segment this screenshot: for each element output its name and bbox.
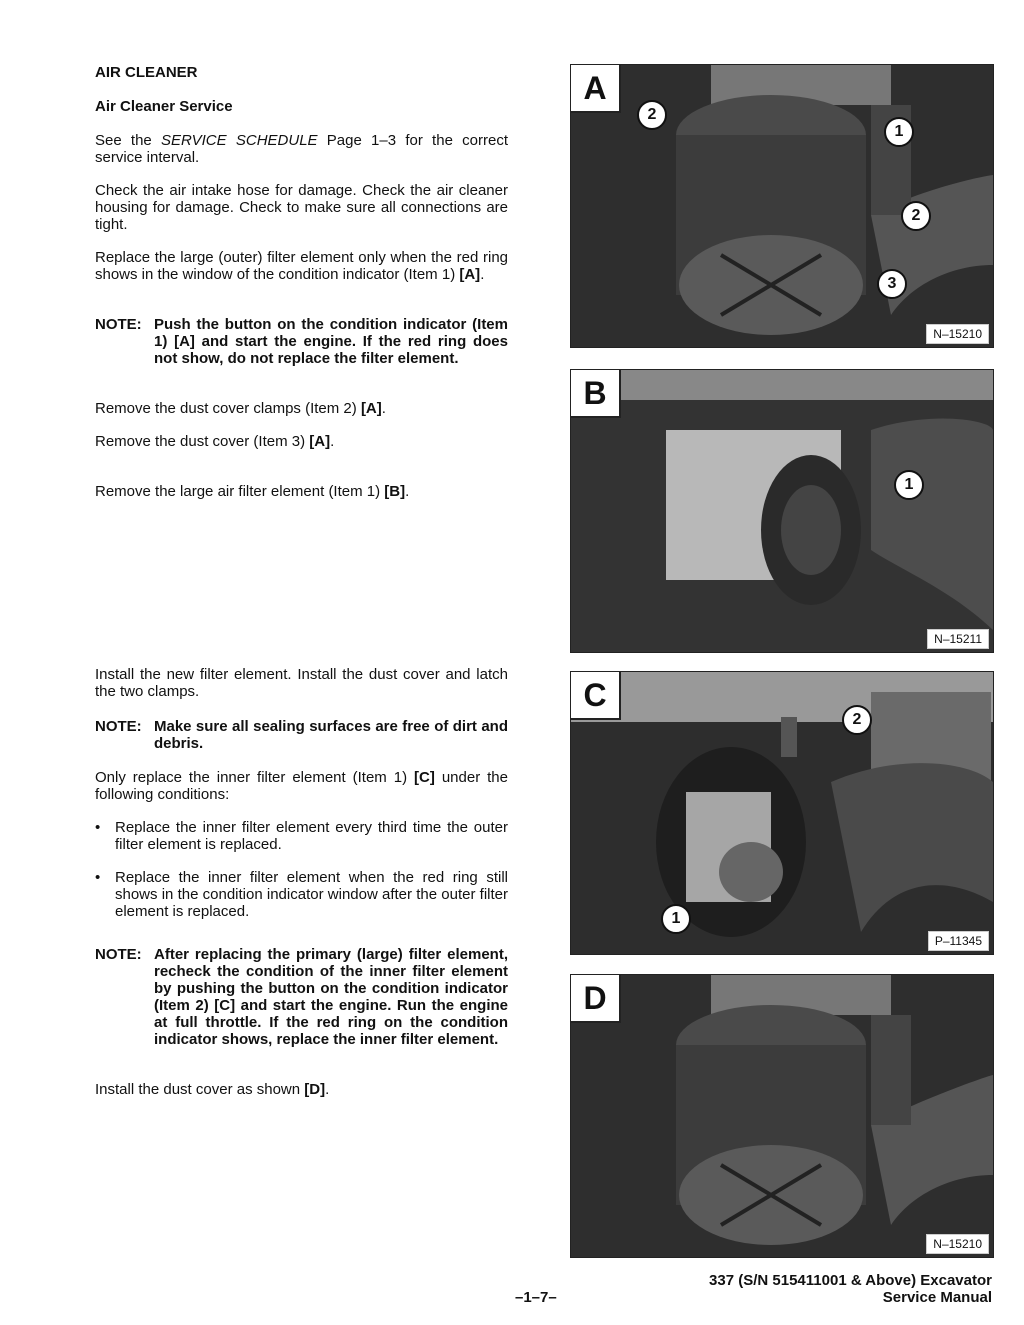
callout-item-1: 1	[894, 470, 924, 500]
callout-item-3: 3	[877, 269, 907, 299]
paragraph-replace-outer	[95, 249, 508, 283]
list-item-text: Replace the inner filter element every third time the outer filter element is replaced.	[115, 819, 508, 853]
figure-ref: [A]	[309, 433, 331, 450]
figure-letter: C	[571, 672, 621, 720]
list-item	[95, 819, 508, 853]
service-schedule-ref: SERVICE SCHEDULE	[161, 132, 318, 149]
paragraph-remove-filter	[95, 483, 508, 500]
p5-text-end: .	[330, 433, 335, 450]
bullet-icon: •	[95, 869, 101, 886]
subsection-heading: Air Cleaner Service	[95, 98, 233, 115]
footer-manual: Service Manual	[882, 1289, 992, 1306]
figure-d	[570, 974, 994, 1258]
note-label: NOTE:	[95, 316, 142, 333]
paragraph-service-schedule	[95, 132, 508, 166]
list-item-text: Replace the inner filter element when the red ring still shows in the condition indicator window after the outer filter element is replaced.	[115, 869, 508, 920]
callout-item-1: 1	[661, 904, 691, 934]
p9-text: Install the dust cover as shown	[95, 1081, 305, 1098]
figure-b	[570, 369, 994, 653]
note-condition-indicator	[95, 316, 508, 367]
figure-ref: [C]	[414, 769, 435, 786]
note-text: Make sure all sealing surfaces are free of dirt and debris.	[154, 718, 508, 752]
p3-text-end: .	[480, 266, 485, 283]
figure-letter: D	[571, 975, 621, 1023]
figure-c-photo	[571, 672, 993, 954]
p6-text: Remove the large air filter element (Item 1)	[95, 483, 385, 500]
p4-text-end: .	[381, 400, 386, 417]
list-item	[95, 869, 508, 920]
paragraph-inner-filter	[95, 769, 508, 803]
paragraph-remove-clamps	[95, 400, 508, 417]
p5-text: Remove the dust cover (Item 3)	[95, 433, 310, 450]
note-label: NOTE:	[95, 946, 142, 963]
figure-ref: [A]	[360, 400, 382, 417]
note-sealing-surfaces	[95, 718, 508, 752]
section-heading: AIR CLEANER	[95, 64, 198, 81]
note-label: NOTE:	[95, 718, 142, 735]
note-text: After replacing the primary (large) filter element, recheck the condition of the inner filter element by pushing the button on the condition indicator (Item 2) [C] and start the engine. Run the engine at full throttle. If the red ring on the condition indicator shows, replace the inner filter element.	[154, 946, 508, 1048]
figure-a	[570, 64, 994, 348]
p6-text-end: .	[405, 483, 410, 500]
callout-item-2: 2	[637, 100, 667, 130]
p4-text: Remove the dust cover clamps (Item 2)	[95, 400, 361, 417]
figure-code: P–11345	[928, 931, 989, 951]
note-text: Push the button on the condition indicator (Item 1) [A] and start the engine. If the red ring does not show, do not replace the filter element.	[154, 316, 508, 367]
callout-item-2: 2	[842, 705, 872, 735]
figure-b-photo	[571, 370, 993, 652]
figure-ref: [A]	[459, 266, 481, 283]
figure-code: N–15210	[926, 324, 989, 344]
callout-item-1: 1	[884, 117, 914, 147]
page-number: –1–7–	[515, 1289, 557, 1306]
paragraph-check-hose: Check the air intake hose for damage. Check the air cleaner housing for damage. Check to make sure all connections are tight.	[95, 182, 508, 233]
footer-model: 337 (S/N 515411001 & Above) Excavator	[709, 1272, 992, 1289]
p3-text: Replace the large (outer) filter element only when the red ring shows in the window of the condition indicator (Item 1)	[95, 249, 508, 283]
figure-ref: [B]	[384, 483, 406, 500]
figure-d-photo	[571, 975, 993, 1257]
figure-code: N–15210	[926, 1234, 989, 1254]
figure-letter: B	[571, 370, 621, 418]
bullet-icon: •	[95, 819, 101, 836]
figure-c	[570, 671, 994, 955]
paragraph-install-cover	[95, 1081, 508, 1098]
figure-letter: A	[571, 65, 621, 113]
p8-text: Only replace the inner filter element (Item 1)	[95, 769, 415, 786]
p1-text-end: Page 1–3 for the correct service interval.	[95, 132, 508, 166]
p8-text-end: under the following conditions:	[95, 769, 508, 803]
figure-ref: [D]	[304, 1081, 326, 1098]
paragraph-install-new: Install the new filter element. Install the dust cover and latch the two clamps.	[95, 666, 508, 700]
callout-item-2: 2	[901, 201, 931, 231]
note-recheck-inner	[95, 946, 508, 1048]
paragraph-remove-cover	[95, 433, 508, 450]
p1-text: See the	[95, 132, 162, 149]
figure-a-photo	[571, 65, 993, 347]
p9-text-end: .	[325, 1081, 330, 1098]
figure-code: N–15211	[927, 629, 989, 649]
